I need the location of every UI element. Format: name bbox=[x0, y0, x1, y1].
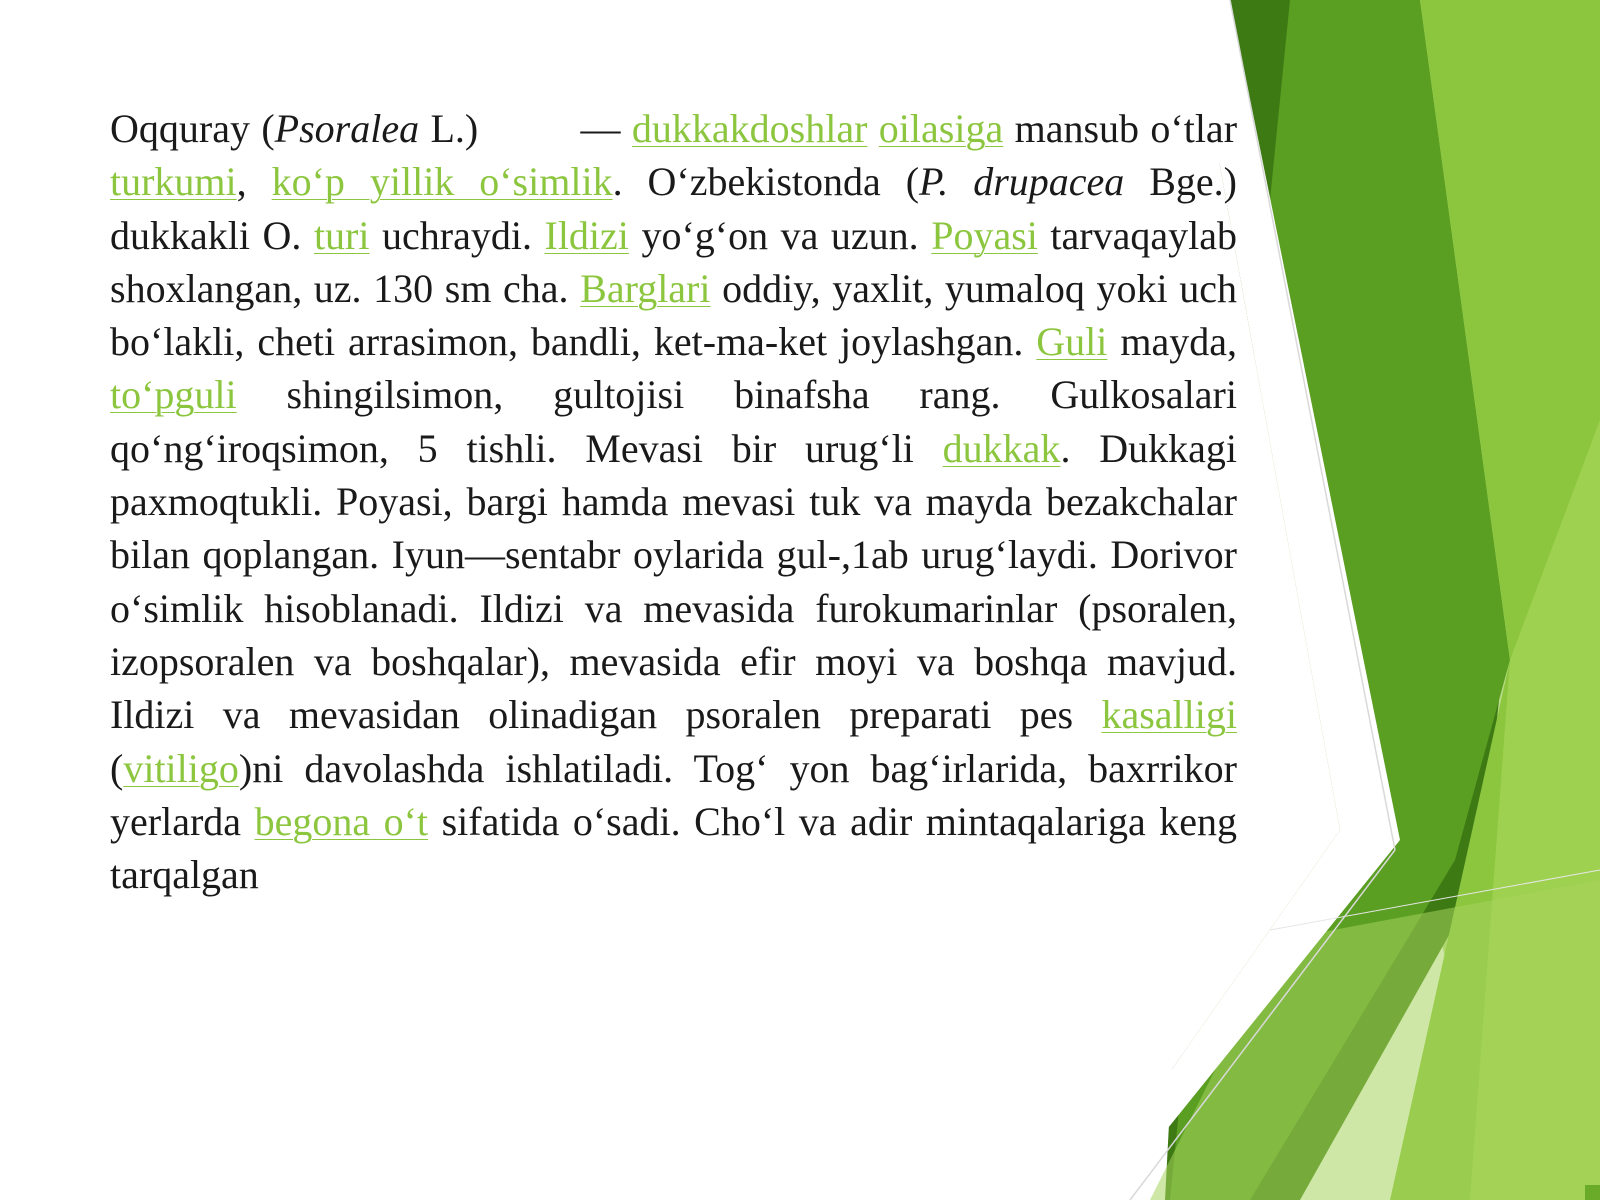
link-turi[interactable]: turi bbox=[313, 212, 370, 258]
body-paragraph bbox=[110, 102, 1237, 901]
text-run: Bge.) dukkakli O. bbox=[110, 159, 1237, 258]
species-name: P. drupacea bbox=[919, 159, 1125, 205]
link-vitiligo[interactable]: vitiligo bbox=[123, 745, 239, 791]
text-run: Oqquray ( bbox=[110, 106, 275, 151]
link-turkumi[interactable]: turkumi bbox=[110, 159, 237, 205]
text-run: yo‘g‘on va uzun. bbox=[628, 212, 932, 258]
text-run bbox=[867, 106, 878, 151]
text-run: , bbox=[236, 159, 272, 205]
text-run: mansub o‘tlar bbox=[1003, 106, 1238, 151]
link-barglari[interactable]: Barglari bbox=[580, 265, 711, 311]
link-begona-ot[interactable]: begona o‘t bbox=[254, 798, 429, 844]
text-run: . O‘zbekistonda ( bbox=[612, 159, 920, 205]
text-run: )ni davolashda ishlatiladi. Tog‘ yon bag‘irlarida, baxrrikor yerlarda bbox=[110, 745, 1237, 844]
link-kasalligi[interactable]: kasalligi bbox=[1101, 692, 1237, 738]
text-run: shingilsimon, gultojisi binafsha rang. Gulkosalari qo‘ng‘iroqsimon, 5 tishli. Mevasi bir urug‘li bbox=[110, 372, 1237, 471]
link-dukkakdoshlar[interactable]: dukkakdoshlar bbox=[631, 106, 868, 151]
link-ildizi[interactable]: Ildizi bbox=[544, 212, 629, 258]
text-run: L.) — bbox=[419, 106, 632, 151]
genus-name: Psoralea bbox=[274, 106, 420, 151]
text-run: ( bbox=[110, 745, 124, 791]
text-run: oddiy, yaxlit, yumaloq yoki uch bo‘lakli, cheti arrasimon, bandli, ket-ma-ket joylashgan. bbox=[110, 265, 1237, 365]
link-poyasi[interactable]: Poyasi bbox=[931, 212, 1038, 258]
text-run: tarvaqaylab shoxlangan, uz. 130 sm cha. bbox=[110, 212, 1237, 311]
link-kop-yillik-osimlik[interactable]: ko‘p yillik o‘simlik bbox=[271, 159, 613, 205]
text-run: mayda, bbox=[1107, 319, 1237, 365]
text-run: sifatida o‘sadi. Cho‘l va adir mintaqalariga keng tarqalgan bbox=[110, 798, 1238, 898]
link-dukkak[interactable]: dukkak bbox=[942, 425, 1061, 471]
text-run: uchraydi. bbox=[369, 212, 545, 258]
text-run: . Dukkagi paxmoqtukli. Poyasi, bargi hamda mevasi tuk va mayda bezakchalar bilan qoplangan. Iyun—sentabr oylarida gul-,1ab urug‘laydi. Dorivor o‘simlik hisoblanadi. Ildizi va mevasida furokumarinlar (psoralen, izopsoralen va boshqalar), mevasida efir moyi va boshqa mavjud. Ildizi va mevasidan olinadigan psoralen preparati pes bbox=[110, 425, 1237, 738]
link-topguli[interactable]: to‘pguli bbox=[110, 372, 237, 418]
link-oilasiga[interactable]: oilasiga bbox=[878, 106, 1004, 151]
corner-shadow bbox=[1585, 1185, 1600, 1200]
link-guli[interactable]: Guli bbox=[1036, 319, 1108, 365]
